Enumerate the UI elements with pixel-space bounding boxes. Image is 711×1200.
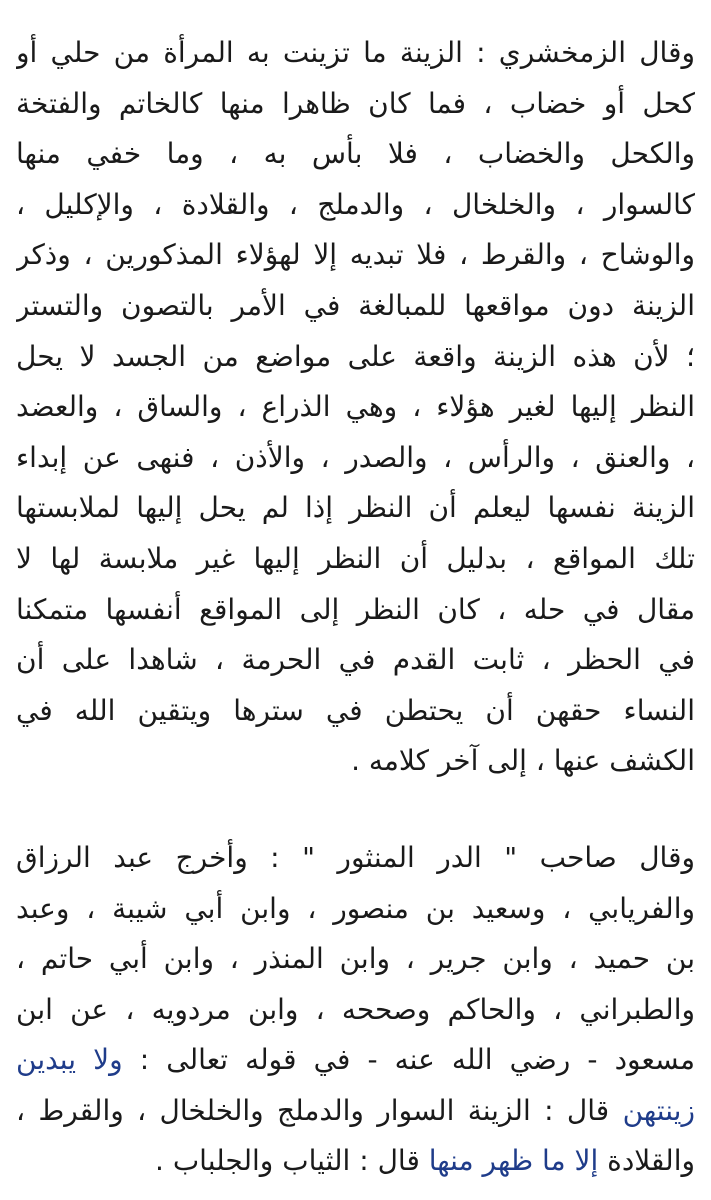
text-line: تلك المواقع ، بدليل أن النظر إليها غير ملابسة لها لا	[16, 541, 695, 575]
text-line	[16, 1035, 695, 1086]
text-line: والفريابي ، وسعيد بن منصور ، وابن أبي شيبة ، وعبد	[16, 891, 695, 925]
text-segment: قال : الزينة السوار والدملج والخلخال ، والقرط ،	[16, 1093, 623, 1127]
text-line: الزينة نفسها ليعلم أن النظر إذا لم يحل إليها لملابستها	[16, 491, 695, 525]
text-line: الكشف عنها ، إلى آخر كلامه .	[351, 744, 695, 778]
text-line: مقال في حله ، كان النظر إلى المواقع أنفسها متمكنا	[16, 592, 695, 626]
text-line: وقال صاحب " الدر المنثور " : وأخرج عبد الرزاق	[16, 840, 695, 874]
quran-verse-link[interactable]: ولا يبدين	[16, 1043, 123, 1077]
text-line: ، والعنق ، والرأس ، والصدر ، والأذن ، فنهى عن إبداء	[16, 440, 695, 474]
text-line: ؛ لأن هذه الزينة واقعة على مواضع من الجسد لا يحل	[16, 339, 695, 373]
text-line: وقال الزمخشري : الزينة ما تزينت به المرأة من حلي أو	[16, 36, 695, 69]
text-line	[16, 1136, 695, 1187]
paragraph-zamakhshari	[16, 28, 695, 787]
quran-verse-link[interactable]: زينتهن	[622, 1093, 695, 1127]
text-line: كحل أو خضاب ، فما كان ظاهرا منها كالخاتم والفتخة	[16, 86, 695, 120]
text-line	[16, 1086, 695, 1137]
text-segment: والقلادة	[598, 1144, 695, 1178]
paragraph-durr-manthur	[16, 833, 695, 1187]
text-line: النساء حقهن أن يحتطن في سترها ويتقين الله في	[16, 693, 695, 727]
text-line: النظر إليها لغير هؤلاء ، وهي الذراع ، والساق ، والعضد	[16, 390, 695, 424]
text-line: في الحظر ، ثابت القدم في الحرمة ، شاهدا على أن	[16, 643, 695, 677]
paragraph-spacer	[16, 787, 695, 833]
text-line: والكحل والخضاب ، فلا بأس به ، وما خفي منها	[16, 137, 695, 171]
text-line: بن حميد ، وابن جرير ، وابن المنذر ، وابن أبي حاتم ،	[16, 942, 695, 976]
text-segment: قال : الثياب والجلباب .	[155, 1144, 429, 1178]
text-line: والوشاح ، والقرط ، فلا تبديه إلا لهؤلاء المذكورين ، وذكر	[16, 238, 695, 272]
quran-verse-link[interactable]: إلا ما ظهر منها	[428, 1144, 599, 1178]
text-line: كالسوار ، والخلخال ، والدملج ، والقلادة ، والإكليل ،	[16, 187, 695, 221]
text-segment: مسعود - رضي الله عنه - في قوله تعالى :	[122, 1043, 695, 1077]
text-line: الزينة دون مواقعها للمبالغة في الأمر بالتصون والتستر	[16, 288, 695, 322]
text-line: والطبراني ، والحاكم وصححه ، وابن مردويه ، عن ابن	[16, 992, 695, 1026]
